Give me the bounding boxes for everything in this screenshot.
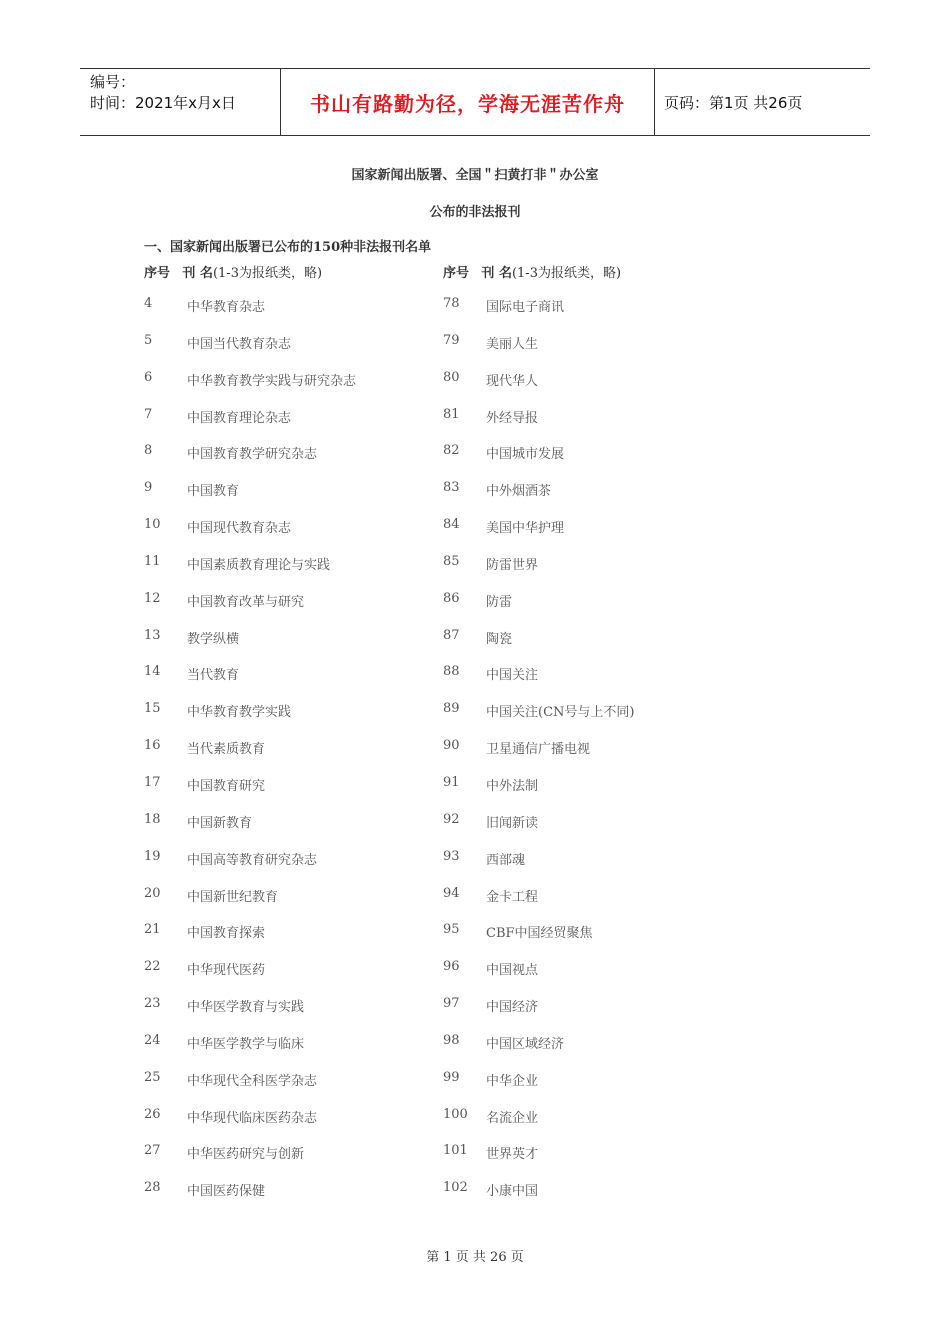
table-row [0, 554, 950, 591]
doc-number: 编号： [90, 73, 136, 91]
row-number: 18 [144, 811, 161, 827]
journal-name: 外经导报 [486, 410, 539, 426]
row-number: 5 [144, 332, 153, 348]
table-row [0, 1180, 950, 1217]
journal-name: 中华医学教育与实践 [187, 1000, 305, 1016]
row-number: 80 [443, 369, 460, 385]
journal-name: 中华企业 [486, 1073, 539, 1089]
table-row [0, 959, 950, 996]
table-row [0, 628, 950, 665]
row-number: 26 [144, 1106, 161, 1122]
row-number: 81 [443, 406, 460, 422]
header-motto: 书山有路勤为径，学海无涯苦作舟 [310, 91, 625, 116]
row-number: 83 [443, 480, 460, 496]
row-number: 9 [144, 480, 153, 496]
journal-name: 中华教育杂志 [187, 300, 266, 315]
row-number: 24 [144, 1032, 161, 1048]
col-name-label: 刊 名 [182, 266, 213, 281]
row-number: 94 [443, 885, 460, 901]
section-title: 一、国家新闻出版署已公布的150种非法报刊名单 [144, 240, 432, 255]
col-no-label: 序号 [443, 266, 470, 281]
row-number: 15 [144, 701, 161, 717]
journal-name: 教学纵横 [187, 631, 240, 647]
row-number: 87 [443, 627, 460, 643]
column-header-right [443, 262, 621, 281]
col-note: (1-3为报纸类，略) [511, 266, 622, 281]
row-number: 95 [443, 922, 460, 938]
journal-name: 陶瓷 [486, 631, 513, 647]
journal-name: 中国关注(CN号与上不同) [486, 705, 635, 721]
row-number: 101 [443, 1143, 468, 1159]
journal-name: 中华现代临床医药杂志 [187, 1110, 318, 1126]
doc-date: 时间：2021年x月x日 [90, 94, 236, 112]
table-row [0, 407, 950, 444]
col-name-label: 刊 名 [481, 266, 512, 281]
table-row [0, 1033, 950, 1070]
journal-name: 中国教育改革与研究 [187, 594, 305, 610]
column-header-left [144, 262, 322, 281]
col-note: (1-3为报纸类，略) [212, 266, 323, 281]
row-number: 8 [144, 443, 153, 459]
row-number: 90 [443, 738, 460, 754]
journal-name: 中国区域经济 [486, 1036, 565, 1052]
journal-name: 中国当代教育杂志 [187, 336, 292, 352]
row-number: 97 [443, 996, 460, 1012]
row-number: 28 [144, 1180, 161, 1196]
document-title: 国家新闻出版署、全国＂扫黄打非＂办公室 [351, 168, 599, 183]
row-number: 4 [144, 296, 153, 311]
journal-name: 中国教育研究 [187, 778, 266, 794]
journal-name: 中外烟酒茶 [486, 484, 552, 500]
journal-name: 小康中国 [486, 1184, 539, 1200]
row-number: 25 [144, 1069, 161, 1085]
row-number: 13 [144, 627, 161, 643]
table-row [0, 775, 950, 812]
page-footer: 第 1 页 共 26 页 [426, 1250, 524, 1265]
table-row [0, 738, 950, 775]
journal-name: 中华医药研究与创新 [187, 1147, 305, 1163]
row-number: 20 [144, 885, 161, 901]
journal-name: 西部魂 [486, 852, 526, 868]
journal-name: 中国经济 [486, 1000, 539, 1016]
journal-list [0, 296, 950, 1217]
table-row [0, 996, 950, 1033]
table-row [0, 1107, 950, 1144]
journal-name: 美国中华护理 [486, 521, 565, 537]
journal-name: 中国新教育 [187, 815, 253, 831]
journal-name: 防雷 [486, 594, 513, 610]
journal-name: 中国视点 [486, 963, 539, 979]
row-number: 12 [144, 590, 161, 606]
table-row [0, 849, 950, 886]
table-row [0, 296, 950, 333]
table-row [0, 1070, 950, 1107]
header-page-info: 页码：第1页 共26页 [664, 93, 803, 112]
row-number: 17 [144, 774, 161, 790]
row-number: 23 [144, 996, 161, 1012]
header-meta [90, 72, 236, 114]
row-number: 19 [144, 848, 161, 864]
table-row [0, 701, 950, 738]
row-number: 7 [144, 406, 153, 422]
table-row [0, 517, 950, 554]
journal-name: 世界英才 [486, 1147, 539, 1163]
row-number: 82 [443, 443, 460, 459]
row-number: 86 [443, 590, 460, 606]
row-number: 79 [443, 332, 460, 348]
col-no-label: 序号 [144, 266, 171, 281]
journal-name: 中国新世纪教育 [187, 889, 279, 905]
journal-name: 金卡工程 [486, 889, 539, 905]
row-number: 6 [144, 369, 153, 385]
journal-name: 当代教育 [187, 668, 240, 684]
row-number: 99 [443, 1069, 460, 1085]
row-number: 21 [144, 922, 161, 938]
table-row [0, 480, 950, 517]
table-row [0, 922, 950, 959]
journal-name: 中华教育教学实践与研究杂志 [187, 373, 357, 389]
journal-name: 中华现代全科医学杂志 [187, 1073, 318, 1089]
row-number: 89 [443, 701, 460, 717]
table-row [0, 886, 950, 923]
row-number: 11 [144, 553, 161, 569]
table-row [0, 591, 950, 628]
journal-name: 中华现代医药 [187, 963, 266, 979]
page-header [80, 68, 870, 136]
row-number: 98 [443, 1032, 460, 1048]
row-number: 100 [443, 1106, 468, 1122]
journal-name: 美丽人生 [486, 336, 539, 352]
row-number: 16 [144, 738, 161, 754]
table-row [0, 333, 950, 370]
row-number: 91 [443, 774, 460, 790]
table-row [0, 1143, 950, 1180]
row-number: 88 [443, 664, 460, 680]
journal-name: 中华医学教学与临床 [187, 1036, 305, 1052]
journal-name: 中国素质教育理论与实践 [187, 557, 331, 573]
journal-name: 名流企业 [486, 1110, 539, 1126]
row-number: 93 [443, 848, 460, 864]
journal-name: 当代素质教育 [187, 742, 266, 758]
document-subtitle: 公布的非法报刊 [429, 205, 521, 220]
journal-name: 中国教育教学研究杂志 [187, 447, 318, 463]
journal-name: 中华教育教学实践 [187, 705, 292, 721]
row-number: 10 [144, 517, 161, 533]
journal-name: CBF中国经贸聚焦 [486, 926, 593, 942]
row-number: 96 [443, 959, 460, 975]
journal-name: 防雷世界 [486, 557, 539, 573]
journal-name: 国际电子商讯 [486, 300, 565, 315]
journal-name: 中国高等教育研究杂志 [187, 852, 318, 868]
row-number: 27 [144, 1143, 161, 1159]
row-number: 92 [443, 811, 460, 827]
journal-name: 中国城市发展 [486, 447, 565, 463]
journal-name: 现代华人 [486, 373, 539, 389]
journal-name: 中国现代教育杂志 [187, 521, 292, 537]
journal-name: 旧闻新读 [486, 815, 539, 831]
journal-name: 中国教育探索 [187, 926, 266, 942]
journal-name: 中国关注 [486, 668, 539, 684]
journal-name: 中国教育 [187, 484, 240, 500]
row-number: 102 [443, 1180, 468, 1196]
table-row [0, 443, 950, 480]
header-divider [654, 69, 655, 135]
journal-name: 中国医药保健 [187, 1184, 266, 1200]
row-number: 14 [144, 664, 161, 680]
table-row [0, 370, 950, 407]
table-row [0, 664, 950, 701]
journal-name: 中国教育理论杂志 [187, 410, 292, 426]
journal-name: 中外法制 [486, 778, 539, 794]
row-number: 84 [443, 517, 460, 533]
table-row [0, 812, 950, 849]
row-number: 85 [443, 553, 460, 569]
row-number: 78 [443, 296, 460, 311]
journal-name: 卫星通信广播电视 [486, 742, 591, 758]
row-number: 22 [144, 959, 161, 975]
